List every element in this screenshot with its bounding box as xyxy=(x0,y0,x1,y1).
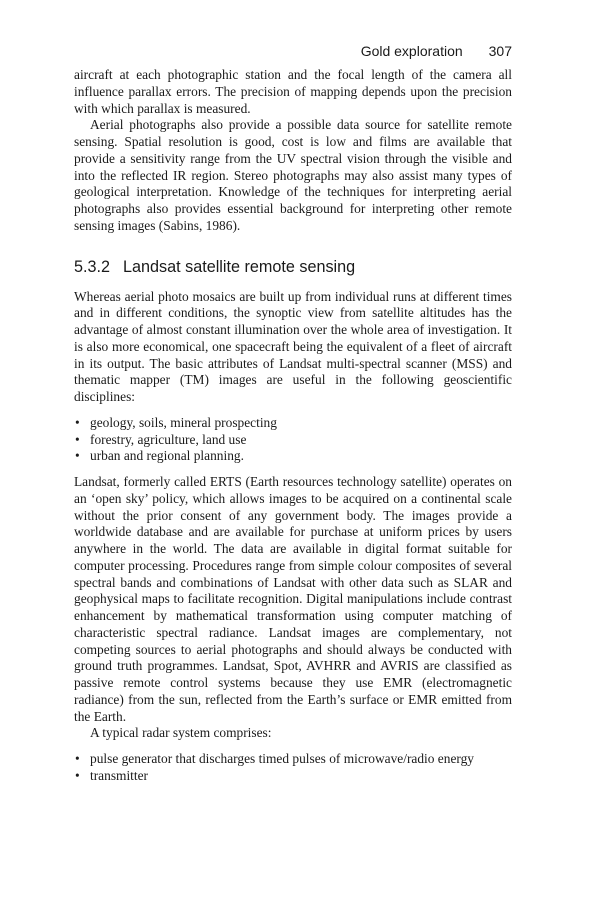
disciplines-list xyxy=(74,415,512,465)
bullet-icon: • xyxy=(75,414,80,430)
paragraph-continued: aircraft at each photographic station and the focal length of the camera all influence parallax errors. The precision of mapping depends upon the precision with which parallax is measured. xyxy=(74,67,512,116)
radar-components-list xyxy=(74,751,512,785)
list-item: • urban and regional planning. xyxy=(75,448,244,464)
section-title: Landsat satellite remote sensing xyxy=(123,257,356,276)
running-head xyxy=(361,43,512,59)
body-text xyxy=(74,67,512,794)
paragraph-aerial-photographs: Aerial photographs also provide a possible data source for satellite remote sensing. Spatial resolution is good, cost is low and films are available that provide a sensitivity range from the UV spectral vision through the visible and into the reflected IR region. Stereo photographs may also assist many types of geological interpretation. Knowledge of the techniques for interpreting aerial photographs also provides essential background for interpreting other remote sensing images (Sabins, 1986). xyxy=(74,117,512,233)
list-item: • forestry, agriculture, land use xyxy=(75,431,247,447)
bullet-icon: • xyxy=(75,767,80,783)
list-item: • pulse generator that discharges timed pulses of microwave/radio energy xyxy=(75,751,474,766)
list-item: • transmitter xyxy=(75,767,149,783)
bullet-icon: • xyxy=(75,448,80,464)
page-number: 307 xyxy=(488,43,512,59)
section-number: 5.3.2 xyxy=(74,257,111,276)
paragraph-radar-intro: A typical radar system comprises: xyxy=(90,725,272,741)
bullet-icon: • xyxy=(75,431,80,447)
running-head-title: Gold exploration xyxy=(360,43,463,59)
bullet-icon: • xyxy=(75,751,80,766)
list-item: • geology, soils, mineral prospecting xyxy=(75,414,277,430)
section-heading xyxy=(74,257,512,277)
paragraph-landsat-intro: Whereas aerial photo mosaics are built up from individual runs at different times and in different conditions, the synoptic view from satellite altitudes has the advantage of almost constant illumination over the whole area of investigation. It is also more economical, one spacecraft being the equivalent of a fleet of aircraft in its output. The basic attributes of Landsat multi-spectral scanner (MSS) and thematic mapper (TM) images are useful in the following geoscientific disciplines: xyxy=(74,288,512,404)
paragraph-landsat-erts: Landsat, formerly called ERTS (Earth resources technology satellite) operates on an ‘open sky’ policy, which allows images to be acquired on a continental scale without the prior consent of any government body. The images provide a worldwide database and are available for purchase at uniform prices by users anywhere in the world. The data are available in digital format suitable for computer processing. Procedures range from simple colour composites of several spectral bands and combinations of Landsat with other data such as SLAR and geophysical maps to facilitate recognition. Digital manipulations include contrast enhancement by mathematical transformation using computer matching of characteristic spectral radiance. Landsat images are complementary, not competing sources to aerial photographs and should always be conducted with ground truth programmes. Landsat, Spot, AVHRR and AVRIS are classified as passive remote control systems because they use EMR (electromagnetic radiance) from the sun, reflected from the Earth’s surface or EMR emitted from the Earth. xyxy=(74,474,512,724)
